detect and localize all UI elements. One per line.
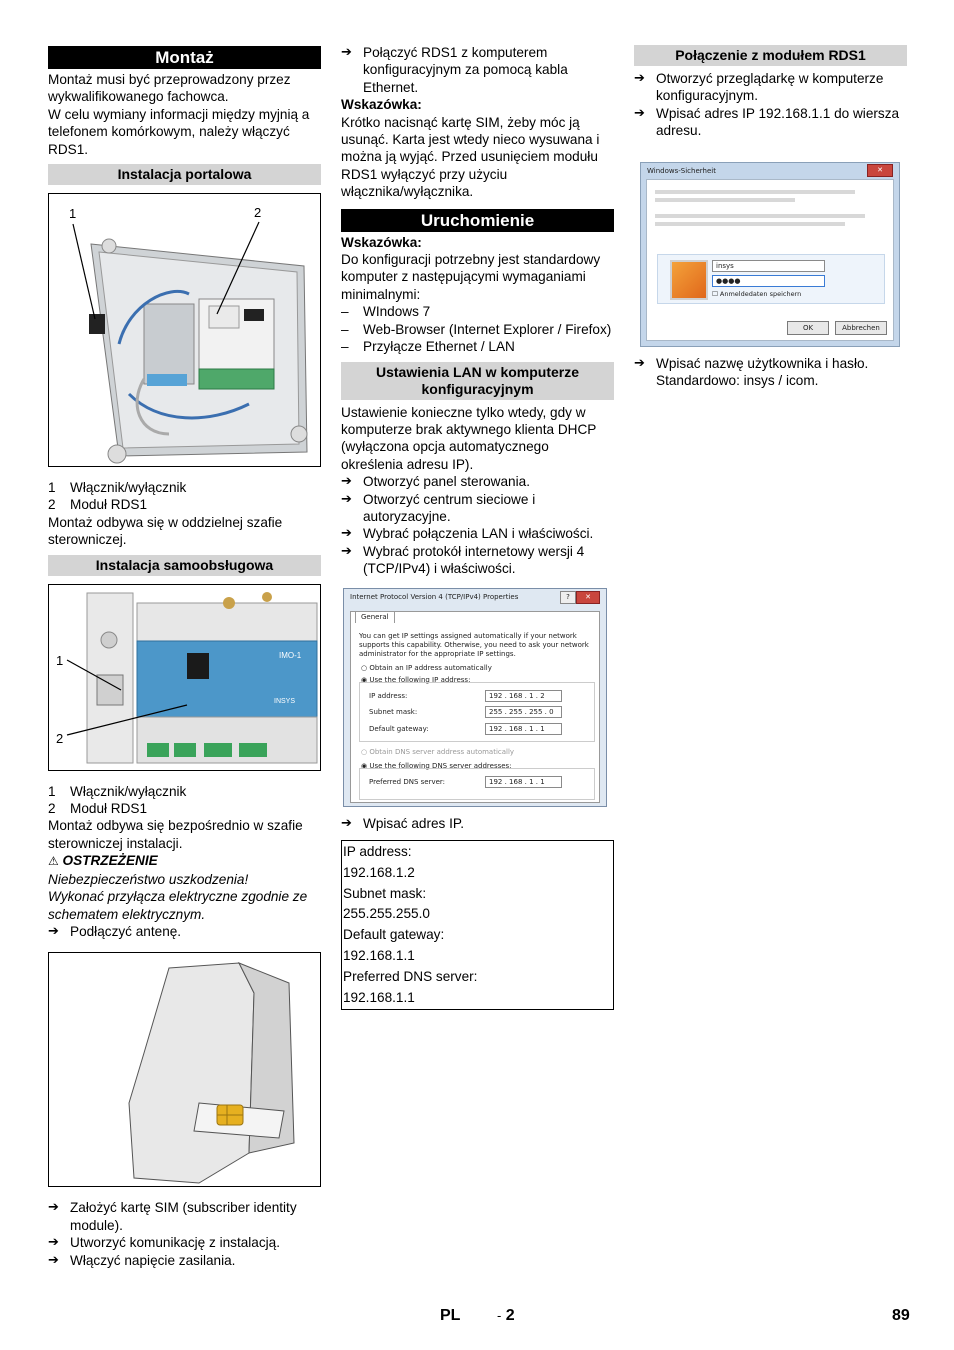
- radio-use-dns[interactable]: ◉ Use the following DNS server addresses:: [361, 761, 512, 770]
- subsection-title-lan: Ustawienia LAN w komputerze konfiguracyjnym: [341, 362, 614, 400]
- step-enter-ip: ➔ Wpisać adres IP.: [341, 815, 614, 832]
- footer-page-number: 89: [892, 1307, 910, 1324]
- blurred-text-line: [655, 222, 845, 226]
- step-connect-ethernet: ➔ Połączyć RDS1 z komputerem konfiguracyjnym za pomocą kabla Ethernet.: [341, 44, 614, 96]
- module-label: IMO-1: [279, 650, 302, 660]
- step-open-browser: ➔ Otworzyć przeglądarkę w komputerze konfiguracyjnym.: [634, 70, 907, 105]
- radio-obtain-ip[interactable]: ○ Obtain an IP address automatically: [361, 663, 492, 672]
- radio-use-ip[interactable]: ◉ Use the following IP address:: [361, 675, 471, 684]
- ip-address-label: IP address:: [369, 691, 408, 700]
- callout-2: 2: [254, 205, 262, 221]
- subnet-mask-field[interactable]: 255 . 255 . 255 . 0: [485, 706, 562, 718]
- legend-item: 1 Włącznik/wyłącznik: [48, 783, 187, 799]
- legend-item: 1 Włącznik/wyłącznik: [48, 480, 187, 496]
- blurred-text-line: [655, 190, 855, 194]
- table-row: Subnet mask:: [343, 885, 427, 901]
- requirement-item: – WIndows 7: [341, 304, 431, 320]
- step-power: ➔ Włączyć napięcie zasilania.: [48, 1252, 321, 1269]
- cancel-button[interactable]: Abbrechen: [835, 321, 887, 335]
- warning-line-2: Wykonać przyłącza elektryczne zgodnie ze schematem elektrycznym.: [48, 889, 308, 922]
- credential-tile: [657, 254, 885, 304]
- legend-item: 2 Moduł RDS1: [48, 497, 148, 513]
- callout-1: 1: [69, 206, 77, 222]
- subnet-mask-label: Subnet mask:: [369, 707, 418, 716]
- dialog-title: Internet Protocol Version 4 (TCP/IPv4) Properties: [350, 592, 519, 601]
- warning-line-1: Niebezpieczeństwo uszkodzenia!: [48, 871, 249, 887]
- figure-rds1-module: [48, 584, 321, 771]
- user-avatar: [670, 260, 708, 300]
- footer-page-code: - 2: [497, 1307, 515, 1324]
- montaz-paragraph-2: W celu wymiany informacji między myjnią a telefonem komórkowym, należy włączyć RDS1.: [48, 106, 310, 157]
- close-button[interactable]: ✕: [867, 164, 893, 177]
- lan-paragraph: Ustawienie konieczne tylko wtedy, gdy w komputerze brak aktywnego klienta DHCP (wyłączona opcja automatycznego określenia adresu IP).: [341, 404, 597, 472]
- dns-field[interactable]: 192 . 168 . 1 . 1: [485, 776, 562, 788]
- step-enter-credentials: ➔ Wpisać nazwę użytkownika i hasło. Standardowo: insys / icom.: [634, 355, 907, 390]
- blurred-text-line: [655, 214, 865, 218]
- gateway-label: Default gateway:: [369, 724, 429, 733]
- requirement-item: – Web-Browser (Internet Explorer / Firefox): [341, 321, 612, 337]
- requirement-item: – Przyłącze Ethernet / LAN: [341, 339, 515, 355]
- subsection-title-portal: Instalacja portalowa: [48, 164, 321, 185]
- step-network-center: ➔ Otworzyć centrum sieciowe i autoryzacyjne.: [341, 491, 614, 526]
- hint-text: Krótko nacisnąć kartę SIM, żeby móc ją usunąć. Karta jest wtedy nieco wysuwana i można ją wyjąć. Przed usunięciem modułu RDS1 wyłączyć przy użyciu włącznika/wyłącznika.: [341, 114, 600, 200]
- column-3: [634, 44, 907, 389]
- warning-icon: ⚠: [48, 854, 59, 869]
- warning-heading: [48, 852, 321, 870]
- table-row: 192.168.1.1: [343, 989, 415, 1005]
- step-ipv4-properties: ➔ Wybrać protokół internetowy wersji 4 (TCP/IPv4) i właściwości.: [341, 543, 614, 578]
- sim-illustration: [49, 953, 315, 1186]
- remember-checkbox[interactable]: ☐ Anmeldedaten speichern: [712, 289, 802, 298]
- table-row: Default gateway:: [343, 927, 445, 943]
- section-title-uruchomienie: Uruchomienie: [341, 209, 614, 232]
- column-1: [48, 44, 321, 1269]
- step-communication: ➔ Utworzyć komunikację z instalacją.: [48, 1234, 321, 1251]
- dialog-title: Windows-Sicherheit: [647, 166, 716, 175]
- dialog-body: [646, 179, 894, 341]
- login-dialog: [640, 162, 900, 347]
- montaz-paragraph-1: Montaż musi być przeprowadzony przez wykwalifikowanego fachowca.: [48, 72, 291, 105]
- subsection-title-self-service: Instalacja samoobsługowa: [48, 555, 321, 576]
- legend-item: 2 Moduł RDS1: [48, 801, 148, 817]
- hint-label: Wskazówka:: [341, 234, 422, 250]
- cabinet-illustration: [49, 194, 320, 466]
- ok-button[interactable]: OK: [787, 321, 829, 335]
- ip-address-field[interactable]: 192 . 168 . 1 . 2: [485, 690, 562, 702]
- username-field[interactable]: insys: [712, 260, 825, 272]
- radio-obtain-dns[interactable]: ○ Obtain DNS server address automatically: [361, 747, 515, 756]
- step-antenna: ➔ Podłączyć antenę.: [48, 923, 321, 940]
- dialog-intro: You can get IP settings assigned automatically if your network supports this capability. Otherwise, you need to ask your network administrator for the appropriate IP settings.: [359, 631, 589, 658]
- callout-2: 2: [56, 730, 64, 746]
- tab-general[interactable]: General: [355, 611, 395, 623]
- table-row: 192.168.1.2: [343, 864, 415, 880]
- table-row: 255.255.255.0: [343, 906, 430, 922]
- gateway-field[interactable]: 192 . 168 . 1 . 1: [485, 723, 562, 735]
- table-row: IP address:: [343, 843, 412, 859]
- dns-label: Preferred DNS server:: [369, 777, 446, 786]
- warning-label: OSTRZEŻENIE: [62, 853, 158, 869]
- callout-1: 1: [56, 652, 64, 668]
- footer-language: PL: [440, 1307, 461, 1324]
- portal-note: Montaż odbywa się w oddzielnej szafie sterowniczej.: [48, 514, 283, 548]
- hint-label: Wskazówka:: [341, 97, 422, 113]
- tcpip-dialog: [343, 588, 607, 807]
- close-button[interactable]: ✕: [576, 591, 600, 604]
- step-lan-properties: ➔ Wybrać połączenia LAN i właściwości.: [341, 525, 614, 542]
- section-title-montaz: Montaż: [48, 46, 321, 69]
- table-row: 192.168.1.1: [343, 947, 415, 963]
- self-service-note: Montaż odbywa się bezpośrednio w szafie sterowniczej instalacji.: [48, 818, 303, 851]
- dialog-body: [350, 611, 600, 803]
- help-button[interactable]: ?: [560, 591, 576, 604]
- step-enter-address: ➔ Wpisać adres IP 192.168.1.1 do wiersza adresu.: [634, 105, 907, 140]
- hint-text: Do konfiguracji potrzebny jest standardowy komputer z następującymi wymaganiami minimalnymi:: [341, 252, 601, 302]
- password-field[interactable]: ●●●●: [712, 275, 825, 287]
- step-sim: ➔ Założyć kartę SIM (subscriber identity module).: [48, 1199, 321, 1234]
- column-2: [341, 44, 614, 1010]
- step-control-panel: ➔ Otworzyć panel sterowania.: [341, 473, 614, 490]
- module-brand: INSYS: [274, 697, 296, 705]
- figure-portal-cabinet: [48, 193, 321, 467]
- table-row: Preferred DNS server:: [343, 968, 478, 984]
- figure-sim-card: [48, 952, 321, 1187]
- blurred-text-line: [655, 198, 795, 202]
- module-illustration: [49, 585, 320, 770]
- subsection-title-rds1: Połączenie z modułem RDS1: [634, 45, 907, 66]
- ip-settings-table: [341, 840, 614, 1010]
